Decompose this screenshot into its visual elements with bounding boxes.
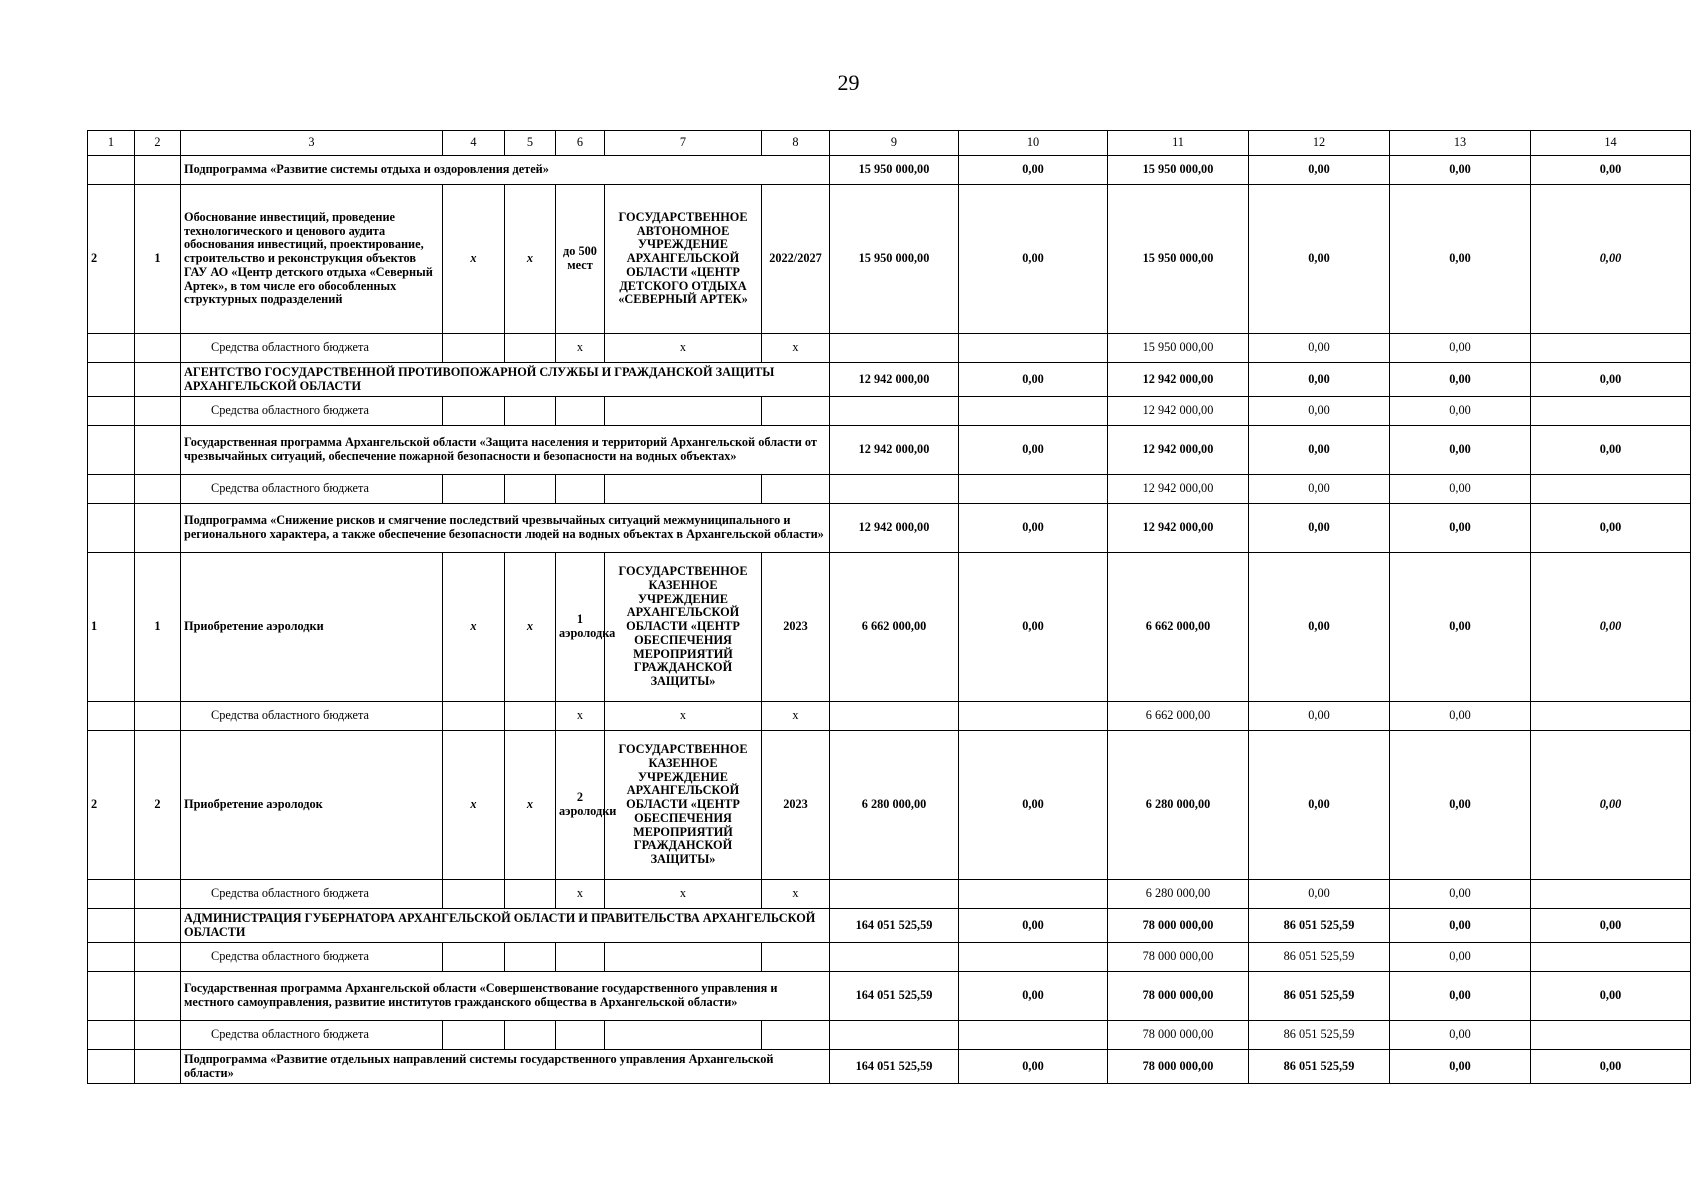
section-row: [88, 504, 1691, 553]
cell-col5: [505, 1021, 556, 1050]
amount-c12: 0,00: [1249, 185, 1390, 334]
amount-c14: 0,00: [1531, 731, 1691, 880]
cell-col7: x: [605, 702, 762, 731]
amount-c10: [959, 943, 1108, 972]
amount-c12: 0,00: [1249, 702, 1390, 731]
cell-subnum: [135, 156, 181, 185]
amount-c12: 0,00: [1249, 397, 1390, 426]
amount-c14: 0,00: [1531, 363, 1691, 397]
amount-c10: 0,00: [959, 156, 1108, 185]
cell-col4: [443, 880, 505, 909]
cell-col8: [762, 943, 830, 972]
amount-c11: 12 942 000,00: [1108, 397, 1249, 426]
column-header-2: 2: [135, 131, 181, 156]
amount-c10: 0,00: [959, 731, 1108, 880]
section-row: [88, 156, 1691, 185]
amount-c12: 0,00: [1249, 504, 1390, 553]
cell-col6: [556, 943, 605, 972]
institution-name: ГОСУДАРСТВЕННОЕ КАЗЕННОЕ УЧРЕЖДЕНИЕ АРХАНГЕЛЬСКОЙ ОБЛАСТИ «ЦЕНТР ОБЕСПЕЧЕНИЯ МЕРОПРИЯТИЙ ГРАЖДАНСКОЙ ЗАЩИТЫ»: [605, 553, 762, 702]
amount-c12: 86 051 525,59: [1249, 972, 1390, 1021]
amount-c11: 12 942 000,00: [1108, 426, 1249, 475]
amount-c11: 12 942 000,00: [1108, 363, 1249, 397]
amount-c12: 0,00: [1249, 334, 1390, 363]
budget-source-label: Средства областного бюджета: [181, 880, 443, 909]
cell-col6: [556, 397, 605, 426]
cell-num: [88, 1021, 135, 1050]
budget-source-label: Средства областного бюджета: [181, 1021, 443, 1050]
cell-num: [88, 972, 135, 1021]
cell-col8: [762, 475, 830, 504]
amount-c12: 0,00: [1249, 731, 1390, 880]
amount-c14: 0,00: [1531, 185, 1691, 334]
amount-c13: 0,00: [1390, 1050, 1531, 1084]
cell-col8: x: [762, 334, 830, 363]
amount-c14: 0,00: [1531, 426, 1691, 475]
budget-source-row: [88, 880, 1691, 909]
amount-c10: [959, 702, 1108, 731]
cell-num: [88, 1050, 135, 1084]
column-header-4: 4: [443, 131, 505, 156]
cell-num: [88, 334, 135, 363]
amount-c11: 12 942 000,00: [1108, 504, 1249, 553]
cell-subnum: 2: [135, 731, 181, 880]
amount-c13: 0,00: [1390, 731, 1531, 880]
amount-c13: 0,00: [1390, 334, 1531, 363]
institution-name: ГОСУДАРСТВЕННОЕ АВТОНОМНОЕ УЧРЕЖДЕНИЕ АРХАНГЕЛЬСКОЙ ОБЛАСТИ «ЦЕНТР ДЕТСКОГО ОТДЫХА «СЕВЕРНЫЙ АРТЕК»: [605, 185, 762, 334]
section-title: АГЕНТСТВО ГОСУДАРСТВЕННОЙ ПРОТИВОПОЖАРНОЙ СЛУЖБЫ И ГРАЖДАНСКОЙ ЗАЩИТЫ АРХАНГЕЛЬСКОЙ ОБЛАСТИ: [181, 363, 830, 397]
amount-c9: [830, 397, 959, 426]
amount-c14: 0,00: [1531, 504, 1691, 553]
cell-col7: [605, 943, 762, 972]
amount-c14: 0,00: [1531, 553, 1691, 702]
budget-source-row: [88, 1021, 1691, 1050]
amount-c10: 0,00: [959, 426, 1108, 475]
amount-c14: 0,00: [1531, 1050, 1691, 1084]
amount-c13: 0,00: [1390, 426, 1531, 475]
amount-c14: 0,00: [1531, 972, 1691, 1021]
amount-c14: 0,00: [1531, 909, 1691, 943]
amount-c14: [1531, 880, 1691, 909]
cell-subnum: [135, 702, 181, 731]
cell-subnum: [135, 334, 181, 363]
column-header-3: 3: [181, 131, 443, 156]
amount-c10: 0,00: [959, 972, 1108, 1021]
cell-col5: x: [505, 185, 556, 334]
section-title: Подпрограмма «Снижение рисков и смягчение последствий чрезвычайных ситуаций межмуниципального и регионального характера, а также обеспечение безопасности людей на водных объектах в Архангельской области»: [181, 504, 830, 553]
amount-c13: 0,00: [1390, 504, 1531, 553]
cell-num: 1: [88, 553, 135, 702]
budget-source-label: Средства областного бюджета: [181, 702, 443, 731]
budget-table: [87, 130, 1691, 1084]
cell-subnum: [135, 363, 181, 397]
amount-c11: 6 280 000,00: [1108, 731, 1249, 880]
amount-c11: 78 000 000,00: [1108, 909, 1249, 943]
cell-num: 2: [88, 185, 135, 334]
amount-c9: 12 942 000,00: [830, 426, 959, 475]
amount-c9: [830, 475, 959, 504]
cell-num: [88, 426, 135, 475]
budget-source-row: [88, 702, 1691, 731]
cell-col5: [505, 475, 556, 504]
amount-c14: [1531, 334, 1691, 363]
section-title: Подпрограмма «Развитие системы отдыха и оздоровления детей»: [181, 156, 830, 185]
amount-c9: 15 950 000,00: [830, 185, 959, 334]
cell-col4: [443, 943, 505, 972]
budget-source-label: Средства областного бюджета: [181, 334, 443, 363]
amount-c13: 0,00: [1390, 156, 1531, 185]
amount-c13: 0,00: [1390, 909, 1531, 943]
amount-c12: 0,00: [1249, 426, 1390, 475]
amount-c13: 0,00: [1390, 943, 1531, 972]
budget-source-row: [88, 475, 1691, 504]
cell-num: [88, 943, 135, 972]
amount-c9: [830, 880, 959, 909]
amount-c9: 164 051 525,59: [830, 972, 959, 1021]
section-row: [88, 426, 1691, 475]
amount-c10: 0,00: [959, 1050, 1108, 1084]
column-header-14: 14: [1531, 131, 1691, 156]
amount-c11: 15 950 000,00: [1108, 334, 1249, 363]
project-row: [88, 185, 1691, 334]
amount-c10: 0,00: [959, 553, 1108, 702]
amount-c10: [959, 1021, 1108, 1050]
amount-c10: [959, 475, 1108, 504]
section-title: АДМИНИСТРАЦИЯ ГУБЕРНАТОРА АРХАНГЕЛЬСКОЙ ОБЛАСТИ И ПРАВИТЕЛЬСТВА АРХАНГЕЛЬСКОЙ ОБЛАСТИ: [181, 909, 830, 943]
section-row: [88, 909, 1691, 943]
amount-c9: [830, 702, 959, 731]
project-name: Обоснование инвестиций, проведение технологического и ценового аудита обоснования инвестиций, проектирование, строительство и реконструкция объектов ГАУ АО «Центр детского отдыха «Северный Артек», в том числе его обособленных структурных подразделений: [181, 185, 443, 334]
amount-c12: 86 051 525,59: [1249, 1021, 1390, 1050]
institution-name: ГОСУДАРСТВЕННОЕ КАЗЕННОЕ УЧРЕЖДЕНИЕ АРХАНГЕЛЬСКОЙ ОБЛАСТИ «ЦЕНТР ОБЕСПЕЧЕНИЯ МЕРОПРИЯТИЙ ГРАЖДАНСКОЙ ЗАЩИТЫ»: [605, 731, 762, 880]
amount-c11: 6 662 000,00: [1108, 702, 1249, 731]
amount-c13: 0,00: [1390, 475, 1531, 504]
amount-c9: 12 942 000,00: [830, 504, 959, 553]
amount-c13: 0,00: [1390, 972, 1531, 1021]
cell-subnum: [135, 880, 181, 909]
amount-c12: 0,00: [1249, 475, 1390, 504]
amount-c11: 78 000 000,00: [1108, 1050, 1249, 1084]
cell-col4: [443, 475, 505, 504]
project-row: [88, 731, 1691, 880]
period: 2023: [762, 731, 830, 880]
cell-col8: [762, 397, 830, 426]
cell-num: [88, 397, 135, 426]
cell-col4: [443, 334, 505, 363]
column-header-1: 1: [88, 131, 135, 156]
section-row: [88, 972, 1691, 1021]
cell-col8: [762, 1021, 830, 1050]
cell-num: [88, 880, 135, 909]
cell-num: [88, 363, 135, 397]
amount-c10: 0,00: [959, 363, 1108, 397]
cell-col6: x: [556, 702, 605, 731]
cell-num: [88, 909, 135, 943]
amount-c12: 0,00: [1249, 553, 1390, 702]
cell-num: 2: [88, 731, 135, 880]
amount-c14: [1531, 702, 1691, 731]
amount-c9: [830, 334, 959, 363]
cell-col4: [443, 702, 505, 731]
cell-col5: x: [505, 731, 556, 880]
cell-col5: [505, 334, 556, 363]
cell-subnum: [135, 397, 181, 426]
amount-c13: 0,00: [1390, 397, 1531, 426]
section-title: Государственная программа Архангельской области «Защита населения и территорий Архангельской области от чрезвычайных ситуаций, обеспечение пожарной безопасности и безопасности на водных объектах»: [181, 426, 830, 475]
amount-c9: 164 051 525,59: [830, 1050, 959, 1084]
cell-subnum: 1: [135, 185, 181, 334]
section-title: Государственная программа Архангельской области «Совершенствование государственного управления и местного самоуправления, развитие институтов гражданского общества в Архангельской области»: [181, 972, 830, 1021]
capacity: до 500 мест: [556, 185, 605, 334]
amount-c12: 86 051 525,59: [1249, 909, 1390, 943]
amount-c11: 78 000 000,00: [1108, 972, 1249, 1021]
amount-c10: 0,00: [959, 909, 1108, 943]
column-header-10: 10: [959, 131, 1108, 156]
cell-col6: [556, 1021, 605, 1050]
period: 2022/2027: [762, 185, 830, 334]
budget-source-label: Средства областного бюджета: [181, 943, 443, 972]
cell-col7: [605, 1021, 762, 1050]
cell-subnum: [135, 426, 181, 475]
amount-c12: 0,00: [1249, 156, 1390, 185]
budget-source-row: [88, 397, 1691, 426]
budget-source-label: Средства областного бюджета: [181, 475, 443, 504]
column-header-5: 5: [505, 131, 556, 156]
amount-c10: 0,00: [959, 504, 1108, 553]
page-number: 29: [837, 70, 860, 95]
cell-col5: [505, 702, 556, 731]
cell-col4: [443, 397, 505, 426]
amount-c9: [830, 943, 959, 972]
amount-c9: 164 051 525,59: [830, 909, 959, 943]
section-row: [88, 363, 1691, 397]
project-name: Приобретение аэролодки: [181, 553, 443, 702]
amount-c13: 0,00: [1390, 185, 1531, 334]
cell-col6: [556, 475, 605, 504]
amount-c11: 78 000 000,00: [1108, 1021, 1249, 1050]
amount-c13: 0,00: [1390, 1021, 1531, 1050]
budget-source-row: [88, 943, 1691, 972]
cell-subnum: [135, 1050, 181, 1084]
column-header-8: 8: [762, 131, 830, 156]
capacity: 1 аэролодка: [556, 553, 605, 702]
column-header-12: 12: [1249, 131, 1390, 156]
column-header-13: 13: [1390, 131, 1531, 156]
column-header-6: 6: [556, 131, 605, 156]
cell-col5: [505, 880, 556, 909]
capacity: 2 аэролодки: [556, 731, 605, 880]
cell-col5: [505, 397, 556, 426]
amount-c10: [959, 880, 1108, 909]
cell-col6: x: [556, 334, 605, 363]
amount-c11: 6 662 000,00: [1108, 553, 1249, 702]
amount-c9: 15 950 000,00: [830, 156, 959, 185]
cell-col8: x: [762, 880, 830, 909]
amount-c11: 78 000 000,00: [1108, 943, 1249, 972]
cell-col4: x: [443, 731, 505, 880]
budget-source-row: [88, 334, 1691, 363]
cell-col6: x: [556, 880, 605, 909]
amount-c10: 0,00: [959, 185, 1108, 334]
period: 2023: [762, 553, 830, 702]
cell-num: [88, 702, 135, 731]
cell-num: [88, 504, 135, 553]
amount-c12: 0,00: [1249, 880, 1390, 909]
amount-c14: [1531, 1021, 1691, 1050]
cell-col4: x: [443, 553, 505, 702]
amount-c11: 15 950 000,00: [1108, 156, 1249, 185]
amount-c13: 0,00: [1390, 880, 1531, 909]
amount-c12: 86 051 525,59: [1249, 943, 1390, 972]
cell-subnum: 1: [135, 553, 181, 702]
amount-c11: 12 942 000,00: [1108, 475, 1249, 504]
cell-subnum: [135, 972, 181, 1021]
amount-c13: 0,00: [1390, 363, 1531, 397]
amount-c10: [959, 397, 1108, 426]
column-header-9: 9: [830, 131, 959, 156]
amount-c12: 0,00: [1249, 363, 1390, 397]
cell-col7: [605, 397, 762, 426]
cell-col4: [443, 1021, 505, 1050]
amount-c13: 0,00: [1390, 553, 1531, 702]
column-header-7: 7: [605, 131, 762, 156]
amount-c13: 0,00: [1390, 702, 1531, 731]
project-name: Приобретение аэролодок: [181, 731, 443, 880]
amount-c9: [830, 1021, 959, 1050]
section-row: [88, 1050, 1691, 1084]
cell-col4: x: [443, 185, 505, 334]
amount-c10: [959, 334, 1108, 363]
column-header-row: [88, 131, 1691, 156]
amount-c9: 6 280 000,00: [830, 731, 959, 880]
budget-source-label: Средства областного бюджета: [181, 397, 443, 426]
amount-c14: [1531, 397, 1691, 426]
cell-col7: x: [605, 334, 762, 363]
project-row: [88, 553, 1691, 702]
cell-subnum: [135, 504, 181, 553]
section-title: Подпрограмма «Развитие отдельных направлений системы государственного управления Архангельской области»: [181, 1050, 830, 1084]
cell-subnum: [135, 475, 181, 504]
cell-col5: x: [505, 553, 556, 702]
cell-col5: [505, 943, 556, 972]
amount-c14: [1531, 943, 1691, 972]
amount-c14: [1531, 475, 1691, 504]
cell-subnum: [135, 1021, 181, 1050]
amount-c11: 6 280 000,00: [1108, 880, 1249, 909]
amount-c9: 6 662 000,00: [830, 553, 959, 702]
cell-num: [88, 475, 135, 504]
cell-col7: [605, 475, 762, 504]
cell-col8: x: [762, 702, 830, 731]
cell-subnum: [135, 909, 181, 943]
amount-c12: 86 051 525,59: [1249, 1050, 1390, 1084]
amount-c14: 0,00: [1531, 156, 1691, 185]
amount-c11: 15 950 000,00: [1108, 185, 1249, 334]
cell-num: [88, 156, 135, 185]
cell-col7: x: [605, 880, 762, 909]
column-header-11: 11: [1108, 131, 1249, 156]
cell-subnum: [135, 943, 181, 972]
amount-c9: 12 942 000,00: [830, 363, 959, 397]
